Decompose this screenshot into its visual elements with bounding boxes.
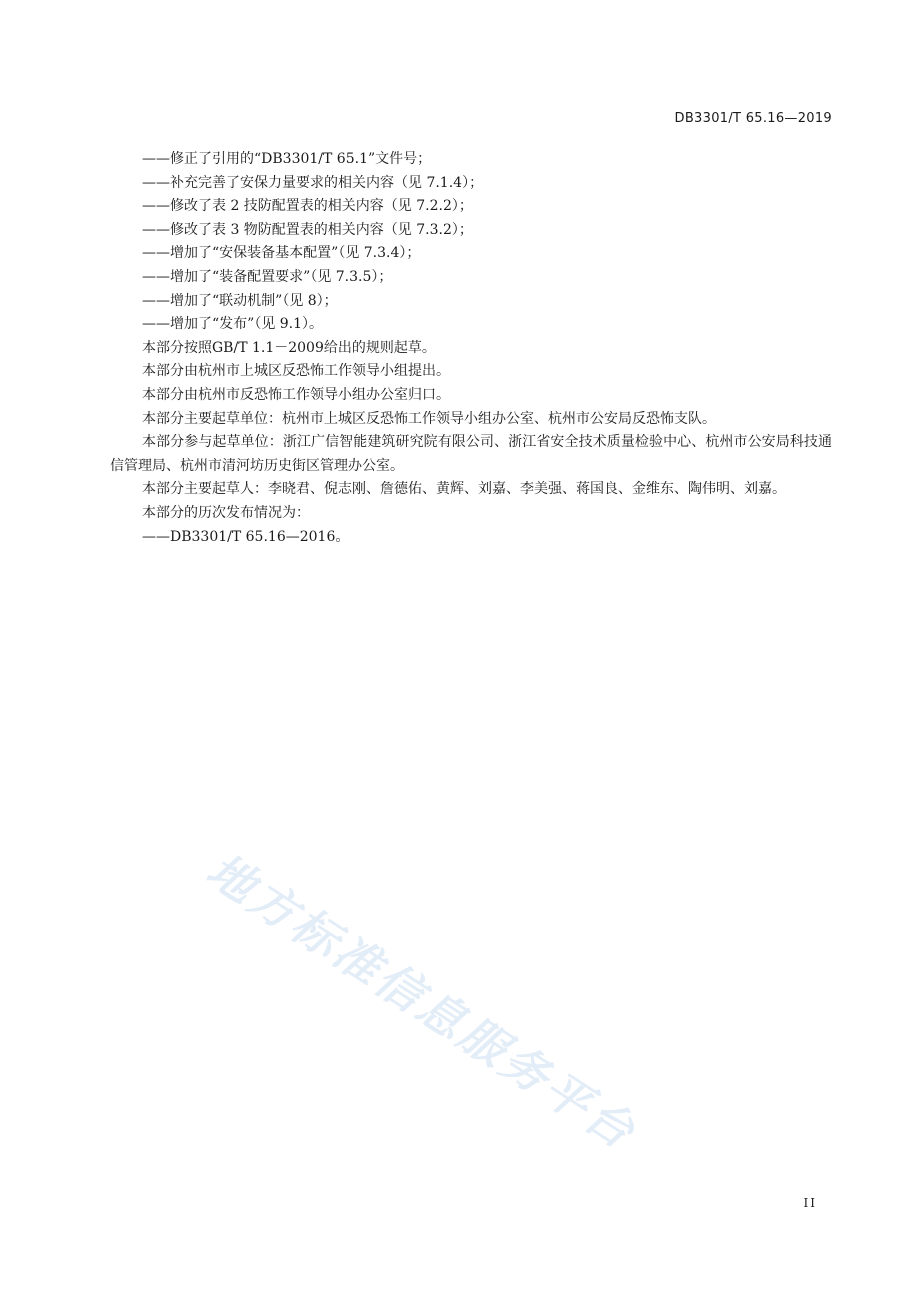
change-item: ——修改了表 3 物防配置表的相关内容（见 7.3.2）； [142,221,473,238]
change-item: ——修正了引用的“DB3301/T 65.1”文件号； [142,151,432,167]
change-item: ——增加了“发布”（见 9.1）。 [142,316,324,333]
watermark: 地方标准信息服务平台 [197,842,647,1161]
managed-by-paragraph: 本部分由杭州市反恐怖工作领导小组办公室归口。 [142,386,450,403]
change-item: ——补充完善了安保力量要求的相关内容（见 7.1.4）； [142,174,484,191]
main-drafters-paragraph: 本部分主要起草人：李晓君、倪志刚、詹德佑、黄辉、刘嘉、李美强、蒋国良、金维东、陶伟明、刘嘉。 [142,481,786,498]
document-code-header: DB3301/T 65.16—2019 [674,111,832,126]
drafting-rules-paragraph: 本部分按照GB/T 1.1－2009给出的规则起草。 [142,339,436,356]
page-number: II [803,1196,817,1210]
release-history-item: ——DB3301/T 65.16—2016。 [142,528,350,545]
proposed-by-paragraph: 本部分由杭州市上城区反恐怖工作领导小组提出。 [142,363,450,380]
change-item: ——增加了“联动机制”（见 8）； [142,292,338,309]
foreword-content [110,148,832,549]
main-drafting-units-paragraph: 本部分主要起草单位：杭州市上城区反恐怖工作领导小组办公室、杭州市公安局反恐怖支队。 [142,410,716,427]
change-item: ——修改了表 2 技防配置表的相关内容（见 7.2.2）； [142,198,473,215]
change-item: ——增加了“装备配置要求”（见 7.3.5）； [142,268,393,285]
change-item: ——增加了“安保装备基本配置”（见 7.3.4）； [142,245,421,262]
release-history-title: 本部分的历次发布情况为： [142,504,310,521]
participating-units-paragraph: 本部分参与起草单位：浙江广信智能建筑研究院有限公司、浙江省安全技术质量检验中心、杭州市公安局科技通信管理局、杭州市清河坊历史街区管理办公室。 [110,434,832,474]
